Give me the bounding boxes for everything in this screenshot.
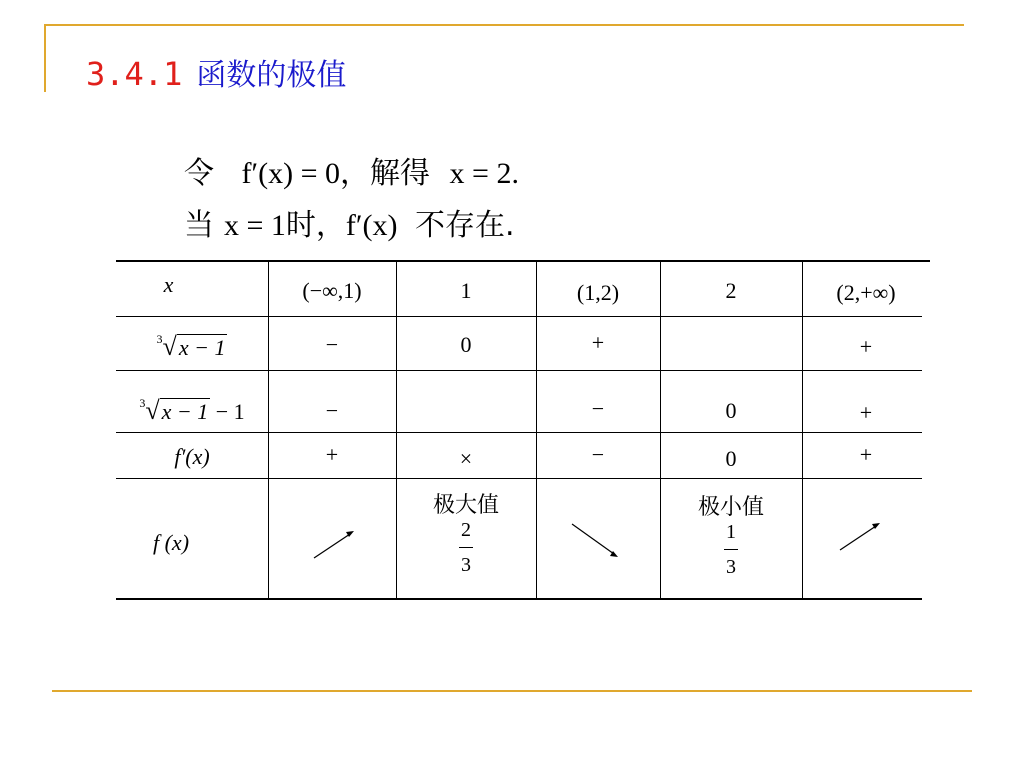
decreasing-arrow-icon — [536, 478, 660, 598]
line2-mid: 时， — [285, 208, 346, 243]
increasing-arrow-icon — [802, 478, 930, 598]
row2-label: $^3$√x − 1 − 1 — [139, 396, 245, 425]
header-point-2: 2 — [725, 278, 737, 303]
title-text: 函数的极值 — [196, 58, 347, 93]
row3-cell: + — [325, 442, 339, 467]
header-x: x — [163, 272, 174, 297]
increasing-arrow-icon — [268, 478, 396, 598]
table-top-rule — [116, 260, 930, 262]
row3-cell: 0 — [725, 446, 737, 471]
header-interval-1: (−∞,1) — [302, 278, 362, 303]
top-rule — [44, 24, 964, 26]
bottom-rule — [52, 690, 972, 692]
min-label: 极小值 — [697, 495, 764, 520]
row3-cell: × — [459, 446, 473, 471]
row2-cell: 0 — [725, 398, 737, 423]
line2-end: 不存在. — [415, 208, 515, 243]
row4-label: f (x) — [152, 530, 190, 555]
row2-cell: − — [591, 396, 605, 421]
line1-solution: x = 2 — [449, 157, 512, 190]
max-fraction: $\frac{2}{3}$ — [461, 519, 471, 576]
line2-equation: x = 1 — [224, 209, 286, 242]
row2-cell: − — [325, 398, 339, 423]
row3-cell: − — [591, 442, 605, 467]
row1-cell: + — [591, 330, 605, 355]
line1-equation: f′(x) = 0 — [241, 157, 340, 190]
max-label: 极大值 — [432, 493, 499, 518]
line1-mid: ，解得 — [340, 156, 430, 191]
statement-line-2 — [184, 200, 515, 244]
sign-table — [116, 260, 930, 600]
row3-cell: + — [859, 442, 873, 467]
header-interval-3: (2,+∞) — [836, 280, 896, 305]
max-value-cell — [396, 488, 536, 577]
row1-cell: + — [859, 334, 873, 359]
slide-title — [86, 50, 346, 94]
row3-label: f′(x) — [174, 444, 210, 469]
line1-prefix: 令 — [184, 156, 214, 191]
header-interval-2: (1,2) — [576, 280, 620, 305]
min-value-cell — [660, 490, 802, 579]
min-fraction: $\frac{1}{3}$ — [726, 521, 736, 578]
row2-cell: + — [859, 400, 873, 425]
row1-label: $^3$√x − 1 — [156, 332, 226, 361]
header-point-1: 1 — [460, 278, 472, 303]
line1-end: . — [511, 157, 519, 190]
row1-cell: 0 — [460, 332, 472, 357]
line2-prefix: 当 — [184, 208, 214, 243]
statement-line-1 — [184, 148, 519, 192]
title-number: 3.4.1 — [86, 55, 183, 93]
row1-cell: − — [325, 332, 339, 357]
left-rule — [44, 24, 46, 92]
line2-function: f′(x) — [345, 209, 398, 242]
